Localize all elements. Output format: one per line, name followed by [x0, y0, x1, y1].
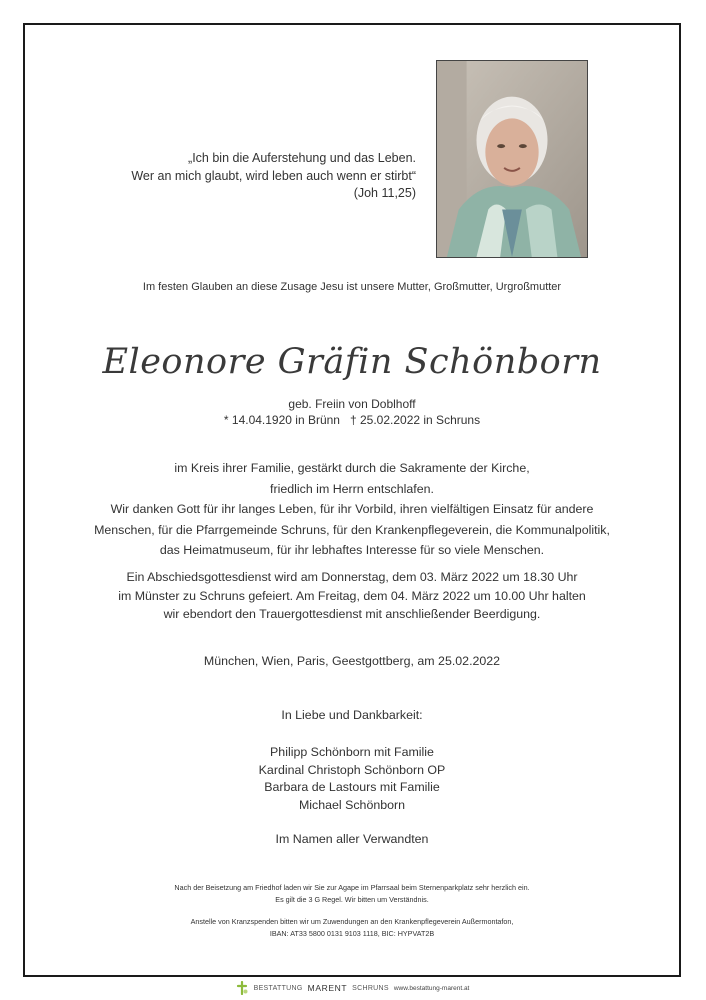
quote-line-2: Wer an mich glaubt, wird leben auch wenn er stirbt“ — [131, 168, 416, 183]
paragraph-line: Menschen, für die Pfarrgemeinde Schruns, für den Krankenpflegeverein, die Kommunalpolitik, — [94, 522, 610, 537]
funeral-home-logo-icon — [235, 981, 249, 995]
mourners-list — [23, 744, 681, 814]
footer-website[interactable]: www.bestattung-marent.at — [393, 984, 470, 992]
obituary-paragraph-1 — [23, 458, 681, 561]
place-and-date: München, Wien, Paris, Geestgottberg, am 25.02.2022 — [203, 654, 501, 668]
mourner-name: Michael Schönborn — [298, 797, 406, 812]
obituary-paragraph-2 — [23, 568, 681, 624]
bible-quote — [96, 150, 416, 203]
life-dates-block — [23, 396, 681, 428]
quote-reference: (Joh 11,25) — [353, 186, 416, 200]
portrait-photo-icon — [437, 61, 587, 257]
quote-line-1: „Ich bin die Auferstehung und das Leben. — [188, 151, 416, 165]
note-line: Anstelle von Kranzspenden bitten wir um Zuwendungen an den Krankenpflegeverein Außermontafon, — [190, 917, 514, 926]
footer-brand-name: MARENT — [307, 983, 348, 993]
paragraph-line: wir ebendort den Trauergottesdienst mit anschließender Beerdigung. — [163, 607, 541, 621]
maiden-name: geb. Freiin von Doblhoff — [288, 397, 416, 411]
mourner-name: Kardinal Christoph Schönborn OP — [258, 762, 446, 777]
thanks-heading: In Liebe und Dankbarkeit: — [281, 708, 423, 722]
paragraph-line: Wir danken Gott für ihr langes Leben, für ihr Vorbild, ihren vielfältigen Einsatz für andere — [110, 502, 594, 516]
mourner-name: Philipp Schönborn mit Familie — [270, 745, 434, 759]
mourner-name: Barbara de Lastours mit Familie — [264, 780, 440, 794]
paragraph-line: im Kreis ihrer Familie, gestärkt durch die Sakramente der Kirche, — [174, 461, 530, 475]
funeral-home-footer — [23, 978, 681, 998]
relatives-line: Im Namen aller Verwandten — [275, 832, 429, 846]
portrait-photo — [436, 60, 588, 258]
intro-text: Im festen Glauben an diese Zusage Jesu ist unsere Mutter, Großmutter, Urgroßmutter — [142, 281, 562, 293]
paragraph-line: im Münster zu Schruns gefeiert. Am Freitag, dem 04. März 2022 um 10.00 Uhr halten — [118, 588, 586, 603]
note-line: Nach der Beisetzung am Friedhof laden wir Sie zur Agape im Pfarrsaal beim Sternenparkplatz sehr herzlich ein. — [174, 883, 530, 892]
paragraph-line: das Heimatmuseum, für ihr lebhaftes Interesse für so viele Menschen. — [159, 543, 545, 557]
reception-note — [23, 882, 681, 905]
life-dates: * 14.04.1920 in Brünn † 25.02.2022 in Schruns — [223, 413, 481, 427]
donation-note — [23, 916, 681, 939]
note-line: Es gilt die 3 G Regel. Wir bitten um Verständnis. — [275, 894, 429, 904]
footer-brand: BESTATTUNG — [253, 984, 303, 992]
footer-location: SCHRUNS — [352, 984, 389, 992]
paragraph-line: Ein Abschiedsgottesdienst wird am Donnerstag, dem 03. März 2022 um 18.30 Uhr — [126, 570, 578, 584]
note-line: IBAN: AT33 5800 0131 9103 1118, BIC: HYPVAT2B — [269, 928, 435, 938]
paragraph-line: friedlich im Herrn entschlafen. — [270, 481, 434, 496]
deceased-name: Eleonore Gräfin Schönborn — [102, 342, 602, 382]
